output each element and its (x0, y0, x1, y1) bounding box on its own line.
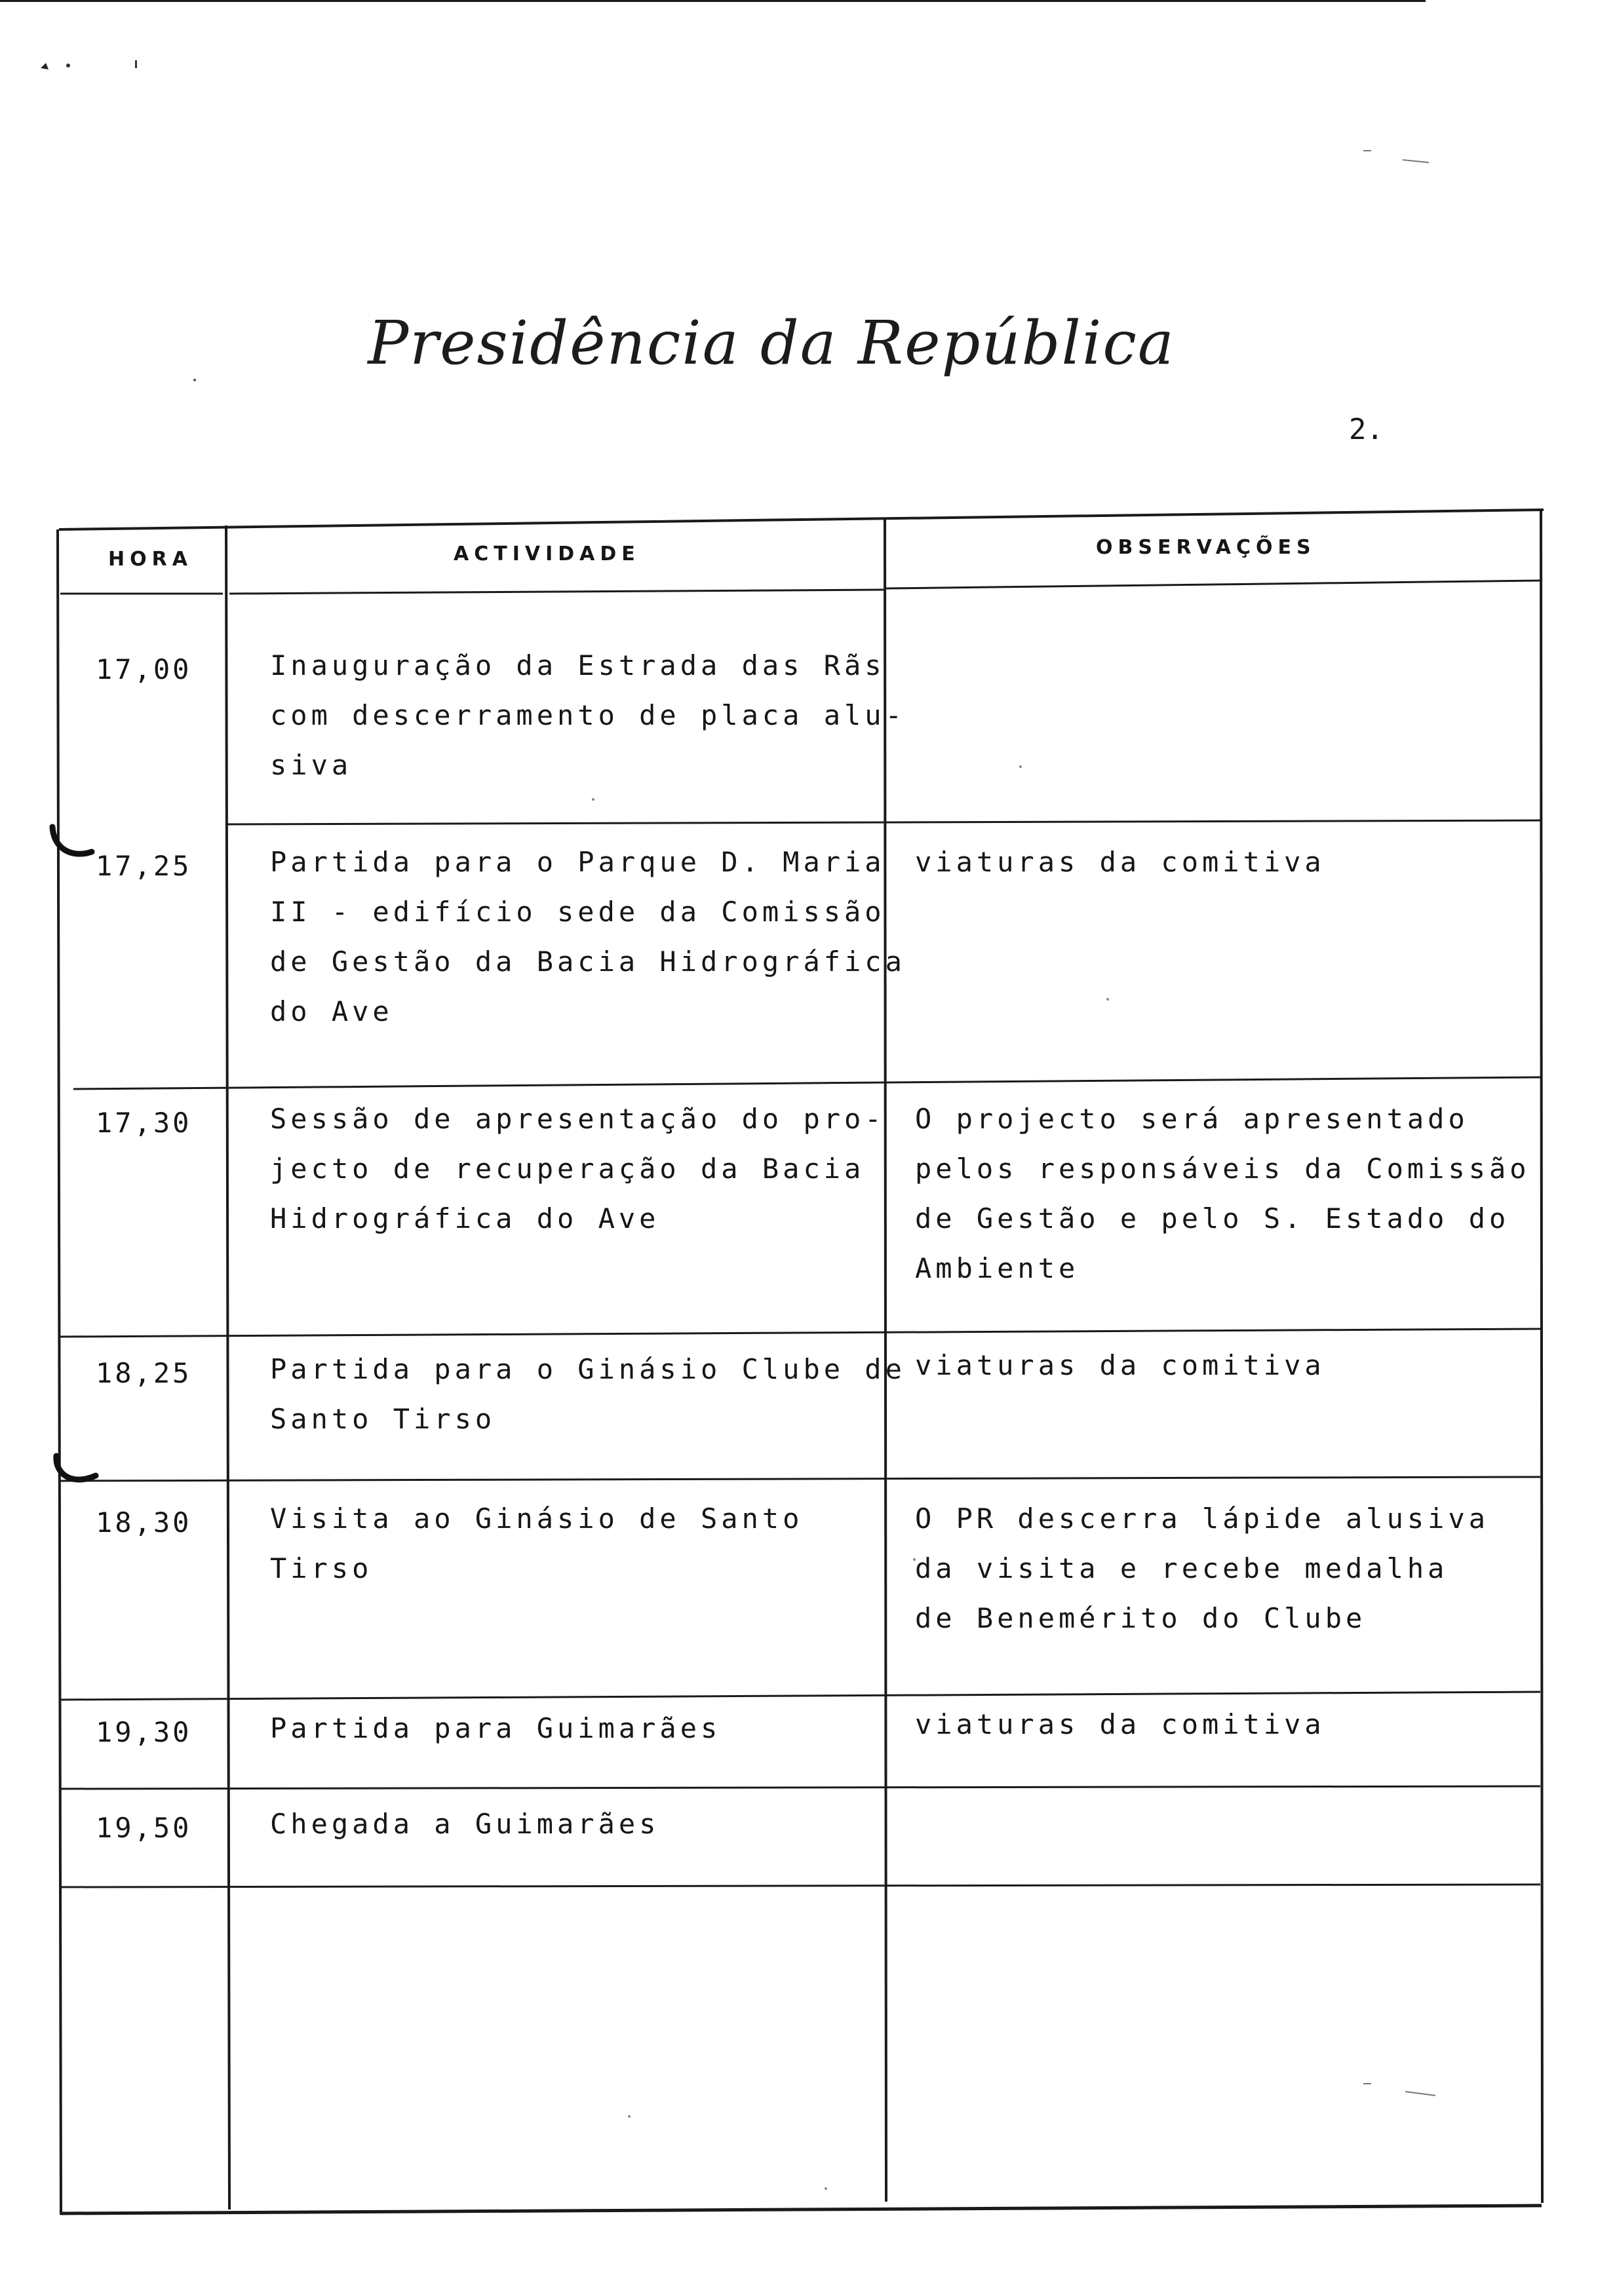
header-observacoes: OBSERVAÇÕES (1096, 536, 1316, 559)
row-time: 17,00 (96, 653, 192, 685)
row-activity: Sessão de apresentação do pro- jecto de recuperação da Bacia Hidrográfica do Ave (270, 1103, 885, 1234)
row-observation: viaturas da comitiva (915, 846, 1325, 878)
row-observation: O PR descerra lápide alusiva da visita e recebe medalha de Benemérito do Clube (915, 1502, 1490, 1634)
row-activity: Partida para o Ginásio Clube de Santo Tirso (270, 1353, 906, 1435)
row-activity: Partida para o Parque D. Maria II - edifício sede da Comissão de Gestão da Bacia Hidrográfica do Ave (270, 846, 906, 1027)
header-hora: HORA (108, 548, 193, 571)
letterhead-title: Presidência da República (368, 308, 1175, 378)
page-number: 2. (1349, 413, 1384, 446)
row-time: 19,50 (96, 1812, 192, 1844)
row-observation: viaturas da comitiva (915, 1349, 1325, 1381)
row-time: 17,25 (96, 850, 192, 882)
row-time: 18,25 (96, 1357, 192, 1389)
row-activity: Partida para Guimarães (270, 1712, 722, 1744)
header-actividade: ACTIVIDADE (454, 543, 640, 565)
row-activity: Chegada a Guimarães (270, 1808, 660, 1840)
row-observation: O projecto será apresentado pelos responsáveis da Comissão de Gestão e pelo S. Estado do Ambiente (915, 1103, 1530, 1284)
row-activity: Inauguração da Estrada das Rãs com descerramento de placa alu- siva (270, 649, 906, 781)
letterhead (0, 308, 1615, 378)
row-activity: Visita ao Ginásio de Santo Tirso (270, 1502, 804, 1584)
row-time: 17,30 (96, 1107, 192, 1139)
row-time: 19,30 (96, 1716, 192, 1748)
row-observation: viaturas da comitiva (915, 1708, 1325, 1740)
row-time: 18,30 (96, 1506, 192, 1539)
